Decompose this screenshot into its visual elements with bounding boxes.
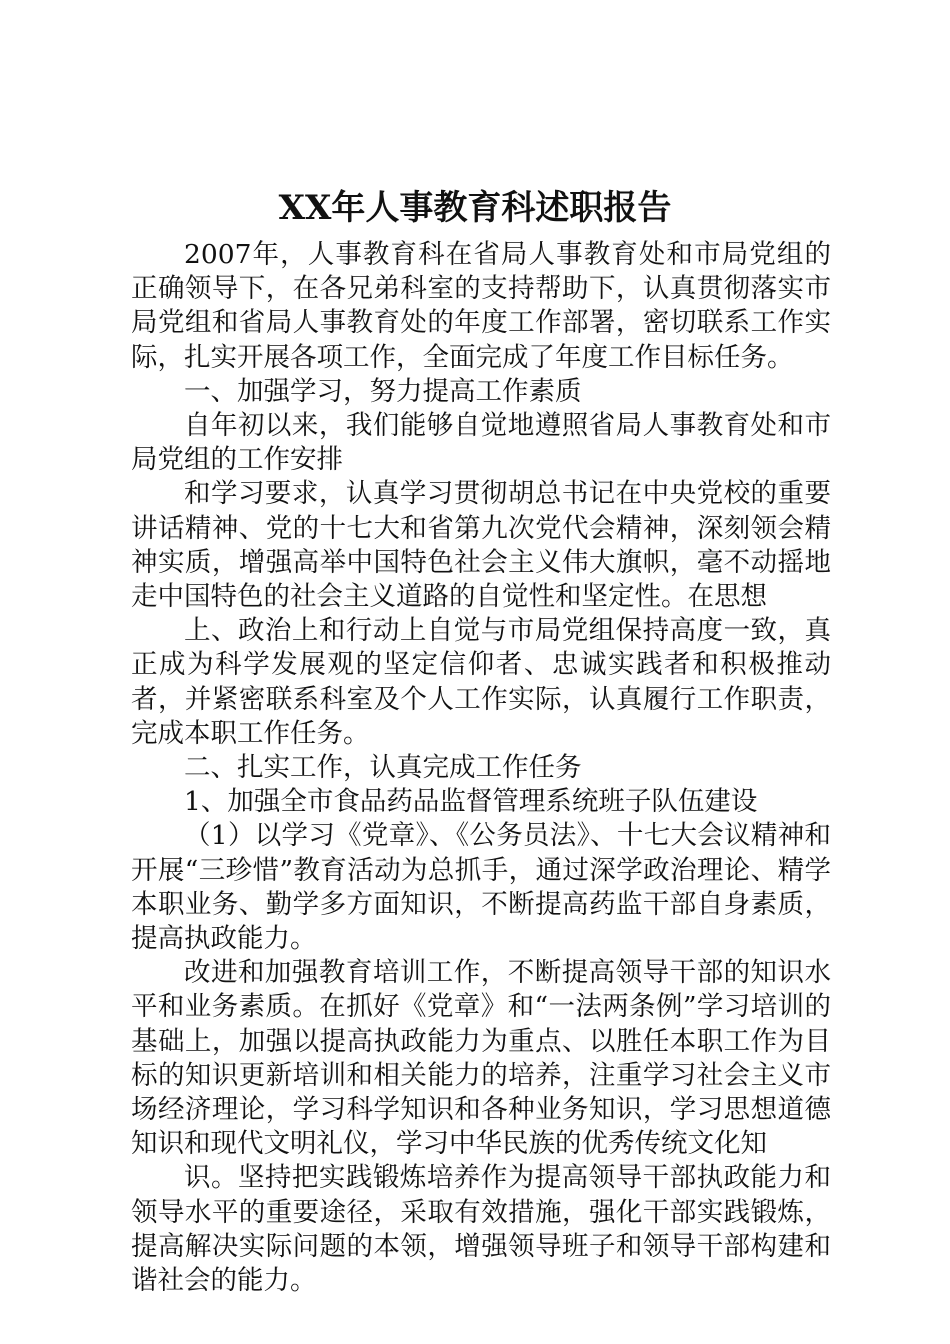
paragraph: （1）以学习《党章》、《公务员法》、十七大会议精神和开展“三珍惜”教育活动为总抓手，通过深学政治理论、精学本职业务、勤学多方面知识，不断提高药监干部自身素质，提高执政能力。 xyxy=(131,820,831,955)
paragraph: 识。坚持把实践锻炼培养作为提高领导干部执政能力和领导水平的重要途径，采取有效措施，强化干部实践锻炼，提高解决实际问题的本领，增强领导班子和领导干部构建和谐社会的能力。 xyxy=(131,1162,831,1297)
paragraph: 和学习要求，认真学习贯彻胡总书记在中央党校的重要讲话精神、党的十七大和省第九次党代会精神，深刻领会精神实质，增强高举中国特色社会主义伟大旗帜，毫不动摇地走中国特色的社会主义道路的自觉性和坚定性。在思想 xyxy=(131,478,831,613)
paragraph: 改进和加强教育培训工作，不断提高领导干部的知识水平和业务素质。在抓好《党章》和“一法两条例”学习培训的基础上，加强以提高执政能力为重点、以胜任本职工作为目标的知识更新培训和相关能力的培养，注重学习社会主义市场经济理论，学习科学知识和各种业务知识，学习思想道德知识和现代文明礼仪，学习中华民族的优秀传统文化知 xyxy=(131,957,831,1160)
subsection-heading-1: 1、加强全市食品药品监督管理系统班子队伍建设 xyxy=(184,786,758,818)
section-heading-2: 二、扎实工作，认真完成工作任务 xyxy=(184,752,582,784)
paragraph-intro: 2007年，人事教育科在省局人事教育处和市局党组的正确领导下，在各兄弟科室的支持帮助下，认真贯彻落实市局党组和省局人事教育处的年度工作部署，密切联系工作实际，扎实开展各项工作，全面完成了年度工作目标任务。 xyxy=(131,239,831,373)
document-title: XX年人事教育科述职报告 xyxy=(278,188,672,228)
paragraph: 上、政治上和行动上自觉与市局党组保持高度一致，真正成为科学发展观的坚定信仰者、忠诚实践者和积极推动者，并紧密联系科室及个人工作实际，认真履行工作职责，完成本职工作任务。 xyxy=(131,615,831,749)
document-body xyxy=(131,238,831,1298)
paragraph: 自年初以来，我们能够自觉地遵照省局人事教育处和市局党组的工作安排 xyxy=(131,410,831,476)
section-heading-1: 一、加强学习，努力提高工作素质 xyxy=(184,375,582,407)
